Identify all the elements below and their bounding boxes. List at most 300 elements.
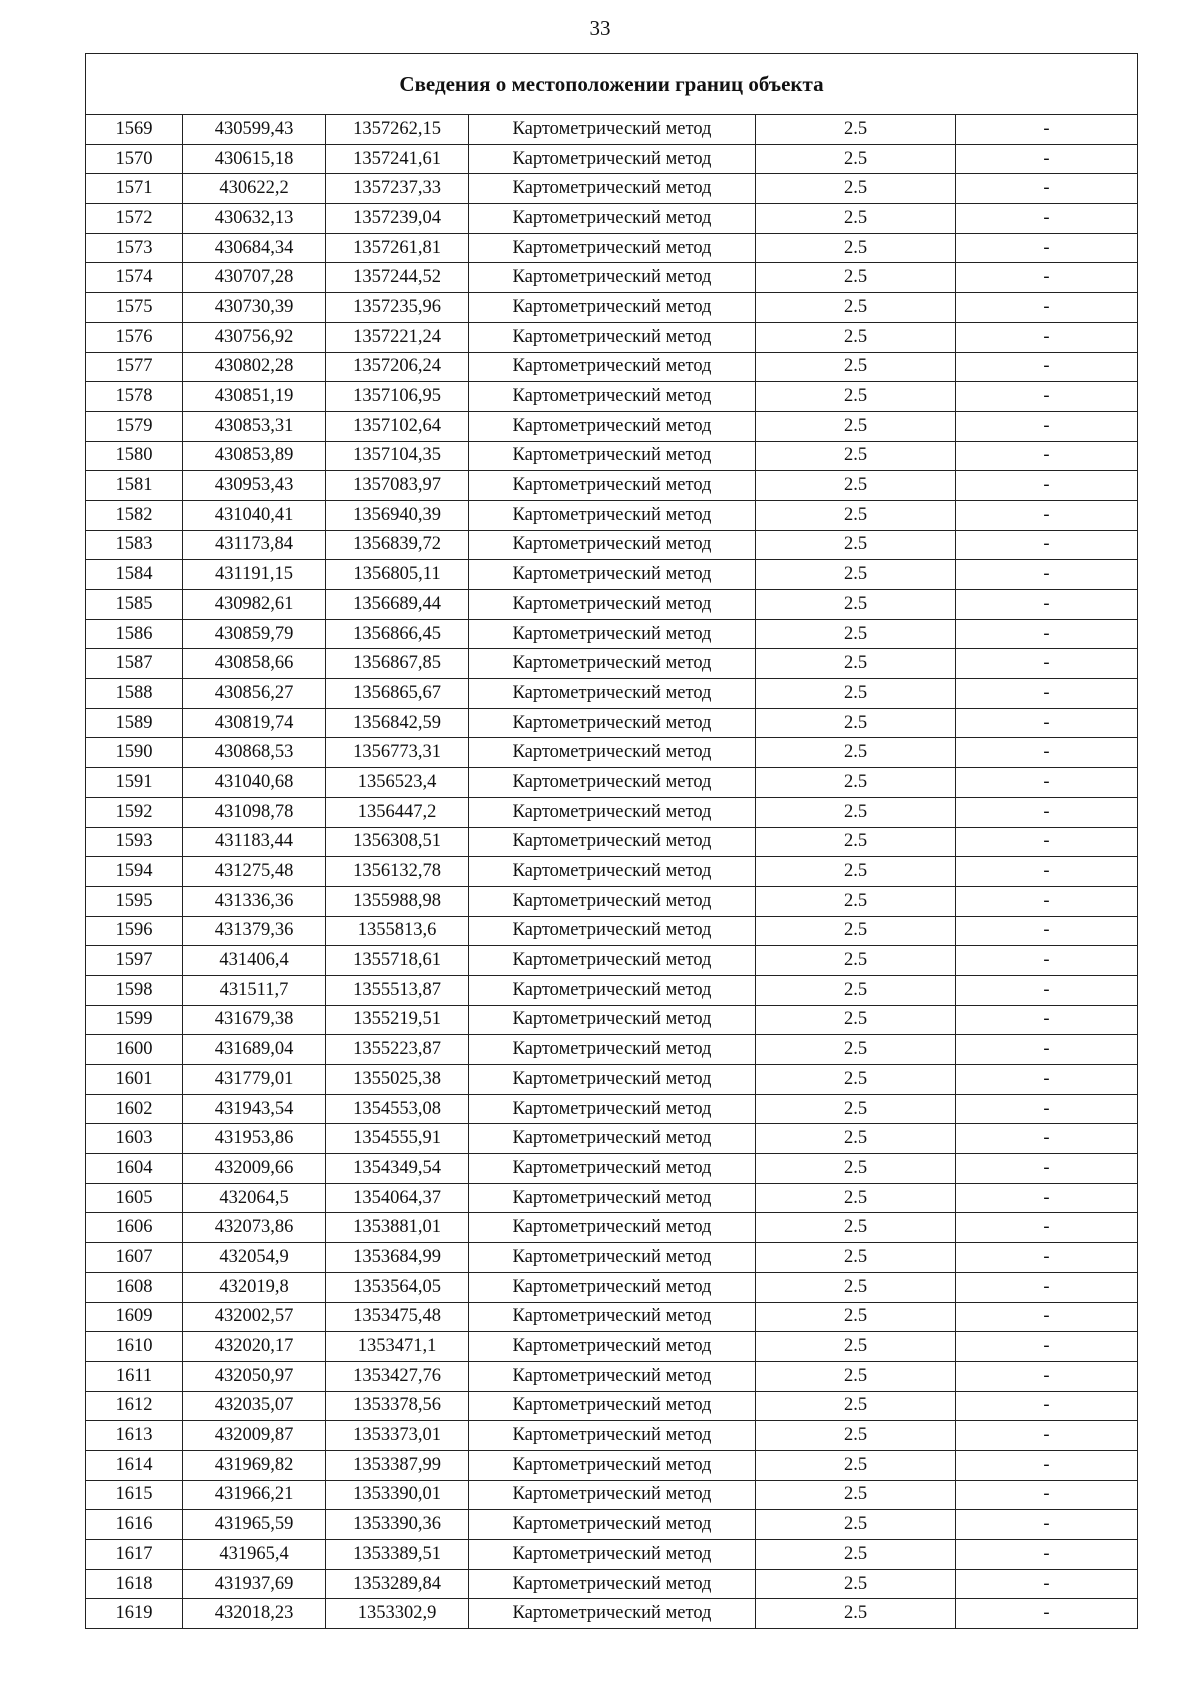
method-cell: Картометрический метод <box>469 233 756 263</box>
method-cell: Картометрический метод <box>469 1183 756 1213</box>
y-coordinate-cell: 1357235,96 <box>326 293 469 323</box>
table-row <box>86 1510 1138 1540</box>
point-number-cell: 1590 <box>86 738 183 768</box>
x-coordinate-cell: 431173,84 <box>183 530 326 560</box>
accuracy-cell: 2.5 <box>756 115 956 145</box>
accuracy-cell: 2.5 <box>756 441 956 471</box>
accuracy-cell: 2.5 <box>756 1361 956 1391</box>
x-coordinate-cell: 430632,13 <box>183 204 326 234</box>
description-cell: - <box>956 1510 1138 1540</box>
x-coordinate-cell: 430853,89 <box>183 441 326 471</box>
point-number-cell: 1580 <box>86 441 183 471</box>
y-coordinate-cell: 1353564,05 <box>326 1272 469 1302</box>
description-cell: - <box>956 1391 1138 1421</box>
method-cell: Картометрический метод <box>469 1154 756 1184</box>
x-coordinate-cell: 430868,53 <box>183 738 326 768</box>
accuracy-cell: 2.5 <box>756 174 956 204</box>
x-coordinate-cell: 430730,39 <box>183 293 326 323</box>
x-coordinate-cell: 430819,74 <box>183 708 326 738</box>
accuracy-cell: 2.5 <box>756 857 956 887</box>
y-coordinate-cell: 1354553,08 <box>326 1094 469 1124</box>
description-cell: - <box>956 1302 1138 1332</box>
y-coordinate-cell: 1353378,56 <box>326 1391 469 1421</box>
description-cell: - <box>956 204 1138 234</box>
table-row <box>86 1391 1138 1421</box>
table-body <box>86 115 1138 1629</box>
description-cell: - <box>956 263 1138 293</box>
description-cell: - <box>956 441 1138 471</box>
table-row <box>86 1213 1138 1243</box>
y-coordinate-cell: 1356132,78 <box>326 857 469 887</box>
point-number-cell: 1586 <box>86 619 183 649</box>
x-coordinate-cell: 431679,38 <box>183 1005 326 1035</box>
x-coordinate-cell: 432018,23 <box>183 1599 326 1629</box>
accuracy-cell: 2.5 <box>756 1065 956 1095</box>
y-coordinate-cell: 1355988,98 <box>326 886 469 916</box>
method-cell: Картометрический метод <box>469 322 756 352</box>
y-coordinate-cell: 1353475,48 <box>326 1302 469 1332</box>
table-row <box>86 708 1138 738</box>
x-coordinate-cell: 431275,48 <box>183 857 326 887</box>
y-coordinate-cell: 1353373,01 <box>326 1421 469 1451</box>
x-coordinate-cell: 430684,34 <box>183 233 326 263</box>
method-cell: Картометрический метод <box>469 1332 756 1362</box>
table-row <box>86 975 1138 1005</box>
description-cell: - <box>956 322 1138 352</box>
x-coordinate-cell: 431953,86 <box>183 1124 326 1154</box>
accuracy-cell: 2.5 <box>756 352 956 382</box>
description-cell: - <box>956 233 1138 263</box>
accuracy-cell: 2.5 <box>756 204 956 234</box>
description-cell: - <box>956 560 1138 590</box>
x-coordinate-cell: 430599,43 <box>183 115 326 145</box>
y-coordinate-cell: 1353427,76 <box>326 1361 469 1391</box>
table-row <box>86 1124 1138 1154</box>
point-number-cell: 1603 <box>86 1124 183 1154</box>
boundary-table-container <box>85 53 1137 1629</box>
method-cell: Картометрический метод <box>469 1065 756 1095</box>
description-cell: - <box>956 857 1138 887</box>
y-coordinate-cell: 1357261,81 <box>326 233 469 263</box>
description-cell: - <box>956 619 1138 649</box>
y-coordinate-cell: 1356805,11 <box>326 560 469 590</box>
point-number-cell: 1612 <box>86 1391 183 1421</box>
y-coordinate-cell: 1357104,35 <box>326 441 469 471</box>
accuracy-cell: 2.5 <box>756 1421 956 1451</box>
y-coordinate-cell: 1357206,24 <box>326 352 469 382</box>
method-cell: Картометрический метод <box>469 1421 756 1451</box>
method-cell: Картометрический метод <box>469 1272 756 1302</box>
x-coordinate-cell: 431406,4 <box>183 946 326 976</box>
description-cell: - <box>956 1243 1138 1273</box>
table-row <box>86 619 1138 649</box>
description-cell: - <box>956 679 1138 709</box>
table-row <box>86 144 1138 174</box>
table-row <box>86 471 1138 501</box>
method-cell: Картометрический метод <box>469 560 756 590</box>
point-number-cell: 1602 <box>86 1094 183 1124</box>
table-row <box>86 174 1138 204</box>
method-cell: Картометрический метод <box>469 590 756 620</box>
point-number-cell: 1618 <box>86 1569 183 1599</box>
description-cell: - <box>956 708 1138 738</box>
accuracy-cell: 2.5 <box>756 500 956 530</box>
point-number-cell: 1606 <box>86 1213 183 1243</box>
y-coordinate-cell: 1353389,51 <box>326 1540 469 1570</box>
table-row <box>86 322 1138 352</box>
boundary-coordinates-table <box>85 53 1138 1629</box>
accuracy-cell: 2.5 <box>756 916 956 946</box>
y-coordinate-cell: 1356308,51 <box>326 827 469 857</box>
y-coordinate-cell: 1357262,15 <box>326 115 469 145</box>
description-cell: - <box>956 411 1138 441</box>
accuracy-cell: 2.5 <box>756 1035 956 1065</box>
accuracy-cell: 2.5 <box>756 322 956 352</box>
point-number-cell: 1570 <box>86 144 183 174</box>
x-coordinate-cell: 432019,8 <box>183 1272 326 1302</box>
point-number-cell: 1614 <box>86 1450 183 1480</box>
x-coordinate-cell: 431040,41 <box>183 500 326 530</box>
point-number-cell: 1611 <box>86 1361 183 1391</box>
method-cell: Картометрический метод <box>469 1302 756 1332</box>
description-cell: - <box>956 738 1138 768</box>
x-coordinate-cell: 432073,86 <box>183 1213 326 1243</box>
point-number-cell: 1578 <box>86 382 183 412</box>
description-cell: - <box>956 1569 1138 1599</box>
method-cell: Картометрический метод <box>469 441 756 471</box>
table-row <box>86 204 1138 234</box>
point-number-cell: 1582 <box>86 500 183 530</box>
x-coordinate-cell: 432035,07 <box>183 1391 326 1421</box>
description-cell: - <box>956 1213 1138 1243</box>
y-coordinate-cell: 1356866,45 <box>326 619 469 649</box>
description-cell: - <box>956 530 1138 560</box>
method-cell: Картометрический метод <box>469 1124 756 1154</box>
method-cell: Картометрический метод <box>469 1450 756 1480</box>
method-cell: Картометрический метод <box>469 352 756 382</box>
table-row <box>86 530 1138 560</box>
point-number-cell: 1572 <box>86 204 183 234</box>
y-coordinate-cell: 1357241,61 <box>326 144 469 174</box>
point-number-cell: 1584 <box>86 560 183 590</box>
description-cell: - <box>956 382 1138 412</box>
point-number-cell: 1595 <box>86 886 183 916</box>
table-row <box>86 1450 1138 1480</box>
y-coordinate-cell: 1356842,59 <box>326 708 469 738</box>
table-row <box>86 1065 1138 1095</box>
method-cell: Картометрический метод <box>469 886 756 916</box>
y-coordinate-cell: 1357106,95 <box>326 382 469 412</box>
point-number-cell: 1583 <box>86 530 183 560</box>
y-coordinate-cell: 1353881,01 <box>326 1213 469 1243</box>
method-cell: Картометрический метод <box>469 975 756 1005</box>
accuracy-cell: 2.5 <box>756 1154 956 1184</box>
x-coordinate-cell: 431040,68 <box>183 768 326 798</box>
table-row <box>86 1302 1138 1332</box>
table-row <box>86 441 1138 471</box>
table-row <box>86 352 1138 382</box>
method-cell: Картометрический метод <box>469 708 756 738</box>
accuracy-cell: 2.5 <box>756 886 956 916</box>
x-coordinate-cell: 432054,9 <box>183 1243 326 1273</box>
x-coordinate-cell: 432020,17 <box>183 1332 326 1362</box>
description-cell: - <box>956 1599 1138 1629</box>
accuracy-cell: 2.5 <box>756 590 956 620</box>
description-cell: - <box>956 590 1138 620</box>
x-coordinate-cell: 430615,18 <box>183 144 326 174</box>
table-row <box>86 827 1138 857</box>
point-number-cell: 1613 <box>86 1421 183 1451</box>
description-cell: - <box>956 916 1138 946</box>
description-cell: - <box>956 797 1138 827</box>
x-coordinate-cell: 432009,66 <box>183 1154 326 1184</box>
table-row <box>86 115 1138 145</box>
description-cell: - <box>956 1540 1138 1570</box>
x-coordinate-cell: 430856,27 <box>183 679 326 709</box>
table-row <box>86 738 1138 768</box>
point-number-cell: 1607 <box>86 1243 183 1273</box>
x-coordinate-cell: 430851,19 <box>183 382 326 412</box>
table-row <box>86 886 1138 916</box>
x-coordinate-cell: 432050,97 <box>183 1361 326 1391</box>
table-row <box>86 1183 1138 1213</box>
method-cell: Картометрический метод <box>469 916 756 946</box>
x-coordinate-cell: 431966,21 <box>183 1480 326 1510</box>
table-title: Сведения о местоположении границ объекта <box>86 54 1138 115</box>
x-coordinate-cell: 431937,69 <box>183 1569 326 1599</box>
x-coordinate-cell: 432064,5 <box>183 1183 326 1213</box>
description-cell: - <box>956 471 1138 501</box>
point-number-cell: 1604 <box>86 1154 183 1184</box>
y-coordinate-cell: 1355223,87 <box>326 1035 469 1065</box>
point-number-cell: 1589 <box>86 708 183 738</box>
point-number-cell: 1615 <box>86 1480 183 1510</box>
y-coordinate-cell: 1354555,91 <box>326 1124 469 1154</box>
method-cell: Картометрический метод <box>469 1213 756 1243</box>
method-cell: Картометрический метод <box>469 1510 756 1540</box>
description-cell: - <box>956 115 1138 145</box>
x-coordinate-cell: 430853,31 <box>183 411 326 441</box>
description-cell: - <box>956 144 1138 174</box>
table-row <box>86 1540 1138 1570</box>
accuracy-cell: 2.5 <box>756 1480 956 1510</box>
accuracy-cell: 2.5 <box>756 1599 956 1629</box>
point-number-cell: 1600 <box>86 1035 183 1065</box>
table-row <box>86 1480 1138 1510</box>
accuracy-cell: 2.5 <box>756 946 956 976</box>
method-cell: Картометрический метод <box>469 649 756 679</box>
x-coordinate-cell: 431689,04 <box>183 1035 326 1065</box>
accuracy-cell: 2.5 <box>756 1569 956 1599</box>
description-cell: - <box>956 1094 1138 1124</box>
point-number-cell: 1588 <box>86 679 183 709</box>
method-cell: Картометрический метод <box>469 679 756 709</box>
point-number-cell: 1605 <box>86 1183 183 1213</box>
table-row <box>86 233 1138 263</box>
method-cell: Картометрический метод <box>469 293 756 323</box>
x-coordinate-cell: 430756,92 <box>183 322 326 352</box>
description-cell: - <box>956 352 1138 382</box>
y-coordinate-cell: 1357083,97 <box>326 471 469 501</box>
table-row <box>86 590 1138 620</box>
y-coordinate-cell: 1356523,4 <box>326 768 469 798</box>
point-number-cell: 1576 <box>86 322 183 352</box>
description-cell: - <box>956 1035 1138 1065</box>
method-cell: Картометрический метод <box>469 1480 756 1510</box>
accuracy-cell: 2.5 <box>756 1332 956 1362</box>
point-number-cell: 1617 <box>86 1540 183 1570</box>
point-number-cell: 1596 <box>86 916 183 946</box>
y-coordinate-cell: 1355513,87 <box>326 975 469 1005</box>
y-coordinate-cell: 1354349,54 <box>326 1154 469 1184</box>
x-coordinate-cell: 431965,4 <box>183 1540 326 1570</box>
point-number-cell: 1579 <box>86 411 183 441</box>
accuracy-cell: 2.5 <box>756 1302 956 1332</box>
point-number-cell: 1619 <box>86 1599 183 1629</box>
description-cell: - <box>956 975 1138 1005</box>
point-number-cell: 1587 <box>86 649 183 679</box>
method-cell: Картометрический метод <box>469 768 756 798</box>
x-coordinate-cell: 431379,36 <box>183 916 326 946</box>
method-cell: Картометрический метод <box>469 1391 756 1421</box>
y-coordinate-cell: 1353684,99 <box>326 1243 469 1273</box>
accuracy-cell: 2.5 <box>756 560 956 590</box>
x-coordinate-cell: 430982,61 <box>183 590 326 620</box>
point-number-cell: 1575 <box>86 293 183 323</box>
method-cell: Картометрический метод <box>469 1094 756 1124</box>
y-coordinate-cell: 1356689,44 <box>326 590 469 620</box>
method-cell: Картометрический метод <box>469 827 756 857</box>
y-coordinate-cell: 1353289,84 <box>326 1569 469 1599</box>
accuracy-cell: 2.5 <box>756 975 956 1005</box>
table-row <box>86 679 1138 709</box>
table-row <box>86 560 1138 590</box>
table-row <box>86 1361 1138 1391</box>
page-number: 33 <box>589 16 611 40</box>
y-coordinate-cell: 1357244,52 <box>326 263 469 293</box>
method-cell: Картометрический метод <box>469 382 756 412</box>
accuracy-cell: 2.5 <box>756 233 956 263</box>
table-row <box>86 1005 1138 1035</box>
accuracy-cell: 2.5 <box>756 1272 956 1302</box>
x-coordinate-cell: 431965,59 <box>183 1510 326 1540</box>
point-number-cell: 1594 <box>86 857 183 887</box>
method-cell: Картометрический метод <box>469 530 756 560</box>
method-cell: Картометрический метод <box>469 115 756 145</box>
method-cell: Картометрический метод <box>469 1035 756 1065</box>
point-number-cell: 1608 <box>86 1272 183 1302</box>
table-title-row <box>86 54 1138 115</box>
accuracy-cell: 2.5 <box>756 1005 956 1035</box>
point-number-cell: 1573 <box>86 233 183 263</box>
y-coordinate-cell: 1357239,04 <box>326 204 469 234</box>
accuracy-cell: 2.5 <box>756 649 956 679</box>
description-cell: - <box>956 293 1138 323</box>
y-coordinate-cell: 1353387,99 <box>326 1450 469 1480</box>
x-coordinate-cell: 431098,78 <box>183 797 326 827</box>
table-row <box>86 500 1138 530</box>
description-cell: - <box>956 1421 1138 1451</box>
method-cell: Картометрический метод <box>469 1361 756 1391</box>
accuracy-cell: 2.5 <box>756 768 956 798</box>
method-cell: Картометрический метод <box>469 1569 756 1599</box>
description-cell: - <box>956 1124 1138 1154</box>
table-row <box>86 1272 1138 1302</box>
accuracy-cell: 2.5 <box>756 738 956 768</box>
description-cell: - <box>956 886 1138 916</box>
table-row <box>86 916 1138 946</box>
accuracy-cell: 2.5 <box>756 679 956 709</box>
y-coordinate-cell: 1355813,6 <box>326 916 469 946</box>
accuracy-cell: 2.5 <box>756 263 956 293</box>
point-number-cell: 1598 <box>86 975 183 1005</box>
accuracy-cell: 2.5 <box>756 619 956 649</box>
x-coordinate-cell: 431183,44 <box>183 827 326 857</box>
x-coordinate-cell: 430858,66 <box>183 649 326 679</box>
x-coordinate-cell: 432009,87 <box>183 1421 326 1451</box>
y-coordinate-cell: 1357237,33 <box>326 174 469 204</box>
description-cell: - <box>956 1065 1138 1095</box>
table-row <box>86 1154 1138 1184</box>
x-coordinate-cell: 430802,28 <box>183 352 326 382</box>
x-coordinate-cell: 431943,54 <box>183 1094 326 1124</box>
x-coordinate-cell: 431511,7 <box>183 975 326 1005</box>
x-coordinate-cell: 431969,82 <box>183 1450 326 1480</box>
method-cell: Картометрический метод <box>469 204 756 234</box>
accuracy-cell: 2.5 <box>756 797 956 827</box>
point-number-cell: 1609 <box>86 1302 183 1332</box>
x-coordinate-cell: 432002,57 <box>183 1302 326 1332</box>
method-cell: Картометрический метод <box>469 619 756 649</box>
accuracy-cell: 2.5 <box>756 411 956 441</box>
table-row <box>86 797 1138 827</box>
description-cell: - <box>956 500 1138 530</box>
method-cell: Картометрический метод <box>469 797 756 827</box>
y-coordinate-cell: 1355219,51 <box>326 1005 469 1035</box>
accuracy-cell: 2.5 <box>756 1540 956 1570</box>
point-number-cell: 1574 <box>86 263 183 293</box>
table-row <box>86 382 1138 412</box>
point-number-cell: 1599 <box>86 1005 183 1035</box>
description-cell: - <box>956 1450 1138 1480</box>
description-cell: - <box>956 649 1138 679</box>
table-row <box>86 1569 1138 1599</box>
accuracy-cell: 2.5 <box>756 382 956 412</box>
y-coordinate-cell: 1353390,36 <box>326 1510 469 1540</box>
y-coordinate-cell: 1353302,9 <box>326 1599 469 1629</box>
description-cell: - <box>956 768 1138 798</box>
point-number-cell: 1593 <box>86 827 183 857</box>
accuracy-cell: 2.5 <box>756 1124 956 1154</box>
table-row <box>86 263 1138 293</box>
y-coordinate-cell: 1354064,37 <box>326 1183 469 1213</box>
accuracy-cell: 2.5 <box>756 530 956 560</box>
description-cell: - <box>956 1332 1138 1362</box>
y-coordinate-cell: 1356940,39 <box>326 500 469 530</box>
accuracy-cell: 2.5 <box>756 144 956 174</box>
table-row <box>86 946 1138 976</box>
point-number-cell: 1597 <box>86 946 183 976</box>
accuracy-cell: 2.5 <box>756 1183 956 1213</box>
method-cell: Картометрический метод <box>469 471 756 501</box>
description-cell: - <box>956 1005 1138 1035</box>
y-coordinate-cell: 1355025,38 <box>326 1065 469 1095</box>
table-row <box>86 1332 1138 1362</box>
description-cell: - <box>956 1361 1138 1391</box>
accuracy-cell: 2.5 <box>756 827 956 857</box>
accuracy-cell: 2.5 <box>756 293 956 323</box>
table-row <box>86 857 1138 887</box>
